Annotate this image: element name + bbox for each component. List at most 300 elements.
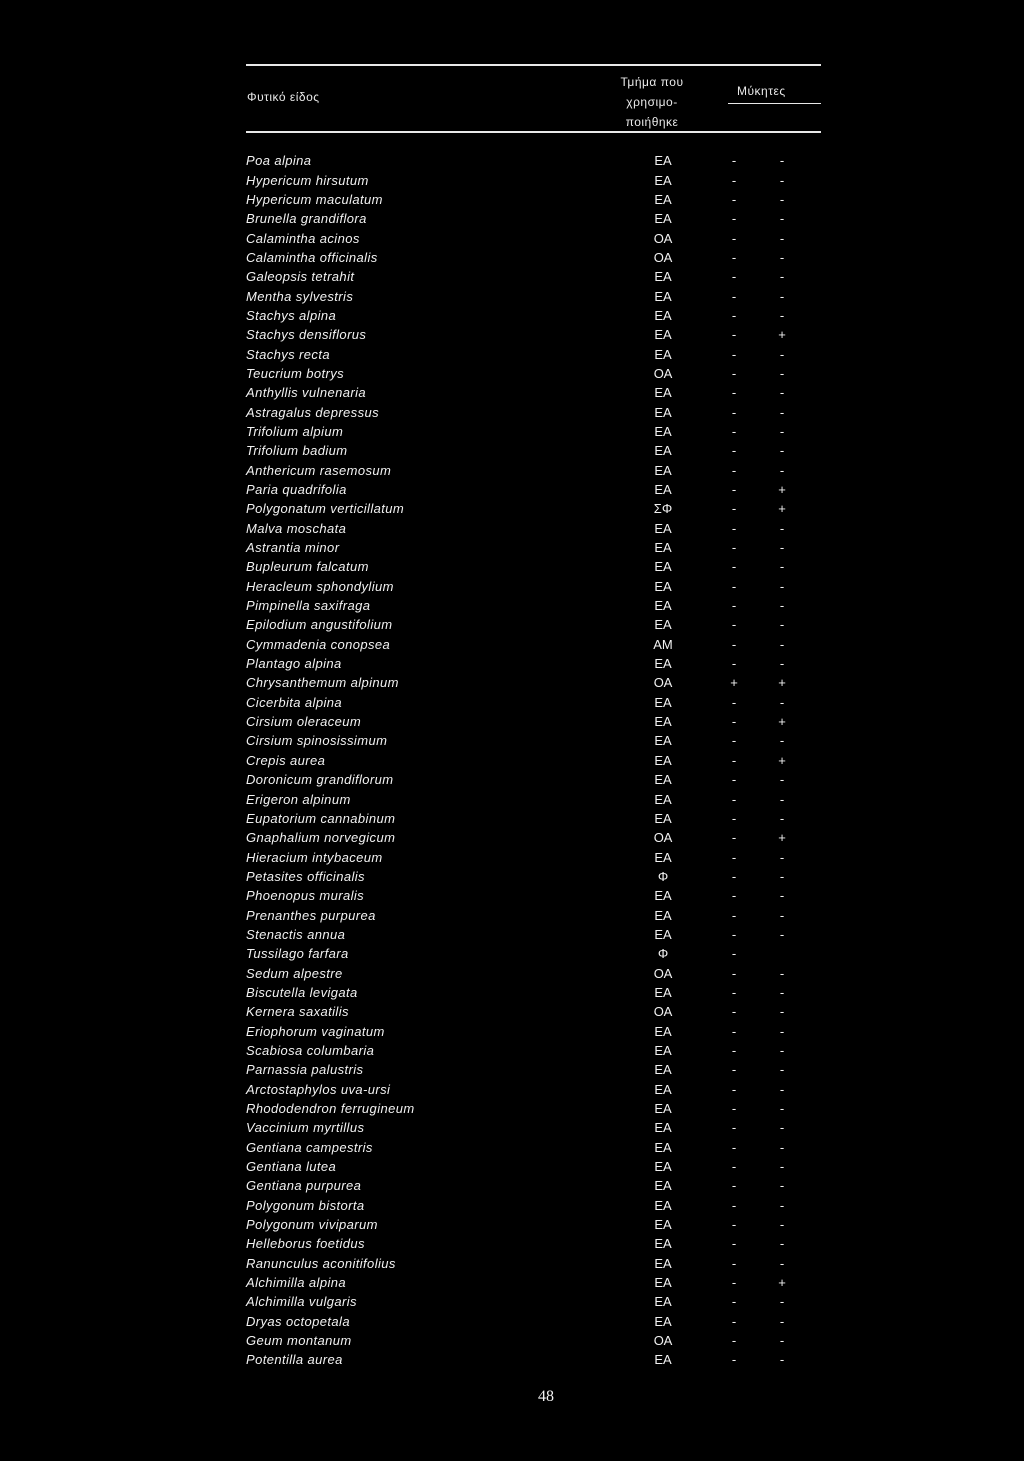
fungi-col2-cell: - [779, 1081, 785, 1097]
table-row [246, 383, 806, 402]
fungi-col2-cell: - [779, 694, 785, 710]
table-row [246, 402, 806, 421]
fungi-col2-cell: - [779, 1062, 785, 1078]
species-cell: Anthyllis vulnenaria [246, 385, 367, 401]
species-cell: Teucrium botrys [246, 365, 344, 381]
fungi-col2-cell: - [779, 578, 785, 594]
header-bottom-rule [246, 131, 821, 133]
species-cell: Crepis aurea [246, 752, 326, 768]
part-used-cell: Φ [657, 868, 669, 884]
table-row [246, 963, 806, 982]
part-used-cell: ΕΑ [654, 907, 672, 923]
page-number: 48 [538, 1388, 554, 1405]
table-row [246, 325, 806, 344]
fungi-col2-cell: + [778, 1275, 786, 1291]
part-used-cell: ΕΑ [654, 1042, 672, 1058]
species-cell: Kernera saxatilis [246, 1004, 349, 1020]
fungi-col2-cell: - [779, 636, 785, 652]
part-used-cell: ΕΑ [654, 926, 672, 942]
fungi-col1-cell: - [731, 1217, 737, 1233]
part-used-cell: ΕΑ [654, 1313, 672, 1329]
species-cell: Phoenopus muralis [246, 888, 365, 904]
fungi-col2-cell: - [779, 791, 785, 807]
table-row [246, 1292, 806, 1311]
part-used-cell: ΣΦ [653, 501, 673, 517]
fungi-col2-cell: - [779, 1178, 785, 1194]
species-cell: Ranunculus aconitifolius [246, 1255, 396, 1271]
fungi-col2-cell: - [779, 926, 785, 942]
fungi-col1-cell: - [731, 656, 737, 672]
fungi-col2-cell: - [779, 617, 785, 633]
part-used-cell: ΕΑ [654, 540, 672, 556]
part-used-cell: ΕΑ [654, 462, 672, 478]
part-used-cell: ΕΑ [654, 733, 672, 749]
table-row [246, 267, 806, 286]
species-cell: Tussilago farfara [246, 946, 349, 962]
table-row [246, 480, 806, 499]
fungi-col2-cell: - [779, 269, 785, 285]
part-used-cell: ΕΑ [654, 772, 672, 788]
fungi-col1-cell: - [731, 849, 737, 865]
fungi-col2-cell: - [779, 1333, 785, 1349]
species-cell: Plantago alpina [246, 656, 342, 672]
species-cell: Petasites officinalis [246, 868, 365, 884]
part-used-cell: ΕΑ [654, 191, 672, 207]
species-cell: Gentiana campestris [246, 1139, 373, 1155]
fungi-col2-cell: - [779, 656, 785, 672]
header-part-used-line2: χρησιμο- [626, 95, 678, 109]
part-used-cell: ΕΑ [654, 1023, 672, 1039]
part-used-cell: ΟΑ [653, 965, 673, 981]
header-part-used [612, 72, 692, 132]
part-used-cell: ΕΑ [654, 1062, 672, 1078]
table-row [246, 809, 806, 828]
fungi-col1-cell: - [731, 385, 737, 401]
fungi-col1-cell: - [731, 540, 737, 556]
part-used-cell: ΕΑ [654, 1255, 672, 1271]
part-used-cell: ΕΑ [654, 694, 672, 710]
table-row [246, 770, 806, 789]
species-cell: Chrysanthemum alpinum [246, 675, 399, 691]
table-row [246, 170, 806, 189]
fungi-col1-cell: - [731, 501, 737, 517]
species-cell: Stachys alpina [246, 307, 337, 323]
fungi-col2-cell: + [778, 714, 786, 730]
fungi-col1-cell: - [731, 617, 737, 633]
fungi-col1-cell: - [731, 443, 737, 459]
part-used-cell: ΕΑ [654, 172, 672, 188]
part-used-cell: ΕΑ [654, 888, 672, 904]
table-row [246, 248, 806, 267]
species-cell: Trifolium badium [246, 443, 348, 459]
fungi-col1-cell: - [731, 926, 737, 942]
fungi-col1-cell: - [731, 907, 737, 923]
table-row [246, 422, 806, 441]
species-cell: Galeopsis tetrahit [246, 269, 355, 285]
part-used-cell: ΕΑ [654, 578, 672, 594]
species-cell: Trifolium alpium [246, 423, 344, 439]
table-row [246, 557, 806, 576]
species-cell: Calamintha acinos [246, 230, 360, 246]
part-used-cell: ΟΑ [653, 675, 673, 691]
fungi-col2-cell: - [779, 849, 785, 865]
table-row [246, 1041, 806, 1060]
fungi-col2-cell: - [779, 307, 785, 323]
table-row [246, 577, 806, 596]
fungi-col2-cell: - [779, 1294, 785, 1310]
fungi-col1-cell: - [731, 1081, 737, 1097]
table-row [246, 1350, 806, 1369]
fungi-col1-cell: - [731, 1042, 737, 1058]
species-cell: Rhododendron ferrugineum [246, 1101, 415, 1117]
species-cell: Cirsium oleraceum [246, 714, 362, 730]
part-used-cell: ΟΑ [653, 230, 673, 246]
fungi-col2-cell: - [779, 598, 785, 614]
fungi-col1-cell: - [731, 482, 737, 498]
species-cell: Potentilla aurea [246, 1352, 343, 1368]
part-used-cell: ΕΑ [654, 385, 672, 401]
fungi-col2-cell: - [779, 153, 785, 169]
fungi-col1-cell: - [731, 230, 737, 246]
table-row [246, 944, 806, 963]
fungi-col1-cell: - [731, 404, 737, 420]
fungi-col2-cell: - [779, 1120, 785, 1136]
table-row [246, 983, 806, 1002]
table-row [246, 1002, 806, 1021]
species-cell: Gentiana purpurea [246, 1178, 362, 1194]
species-cell: Mentha sylvestris [246, 288, 354, 304]
species-table-body [246, 151, 806, 1370]
fungi-col1-cell: - [731, 1139, 737, 1155]
fungi-col1-cell: - [731, 269, 737, 285]
part-used-cell: ΕΑ [654, 984, 672, 1000]
fungi-col2-cell: - [779, 984, 785, 1000]
table-row [246, 925, 806, 944]
table-row [246, 519, 806, 538]
fungi-col2-cell: - [779, 1236, 785, 1252]
fungi-col1-cell: - [731, 249, 737, 265]
species-cell: Erigeron alpinum [246, 791, 351, 807]
table-row [246, 731, 806, 750]
fungi-col2-cell: - [779, 423, 785, 439]
fungi-col2-cell: - [779, 733, 785, 749]
table-row [246, 712, 806, 731]
species-cell: Hypericum hirsutum [246, 172, 369, 188]
table-row [246, 847, 806, 866]
fungi-col1-cell: - [731, 211, 737, 227]
table-row [246, 635, 806, 654]
fungi-col2-cell: - [779, 1352, 785, 1368]
species-cell: Scabiosa columbaria [246, 1042, 375, 1058]
fungi-col1-cell: - [731, 1313, 737, 1329]
part-used-cell: ΕΑ [654, 1120, 672, 1136]
part-used-cell: ΕΑ [654, 482, 672, 498]
fungi-col2-cell: - [779, 172, 785, 188]
table-row [246, 499, 806, 518]
table-row [246, 461, 806, 480]
species-cell: Calamintha officinalis [246, 249, 378, 265]
table-row [246, 828, 806, 847]
species-cell: Stachys recta [246, 346, 330, 362]
table-row [246, 1273, 806, 1292]
fungi-col2-cell: - [779, 1042, 785, 1058]
fungi-col1-cell: - [731, 810, 737, 826]
fungi-col2-cell: - [779, 230, 785, 246]
part-used-cell: ΕΑ [654, 791, 672, 807]
fungi-col1-cell: - [731, 965, 737, 981]
species-cell: Vaccinium myrtillus [246, 1120, 365, 1136]
fungi-col1-cell: - [731, 365, 737, 381]
species-cell: Eriophorum vaginatum [246, 1023, 385, 1039]
species-cell: Polygonum viviparum [246, 1217, 378, 1233]
fungi-col2-cell: + [778, 752, 786, 768]
fungi-col1-cell: - [731, 1120, 737, 1136]
species-cell: Paria quadrifolia [246, 482, 347, 498]
part-used-cell: ΕΑ [654, 559, 672, 575]
fungi-col2-cell: - [779, 288, 785, 304]
part-used-cell: ΕΑ [654, 288, 672, 304]
species-cell: Heracleum sphondylium [246, 578, 394, 594]
part-used-cell: ΟΑ [653, 365, 673, 381]
fungi-col1-cell: - [731, 694, 737, 710]
species-cell: Stenactis annua [246, 926, 346, 942]
fungi-col2-cell: - [779, 868, 785, 884]
fungi-col2-cell: - [779, 1217, 785, 1233]
part-used-cell: ΟΑ [653, 1004, 673, 1020]
part-used-cell: ΕΑ [654, 1178, 672, 1194]
fungi-col1-cell: - [731, 1197, 737, 1213]
fungi-col1-cell: - [731, 307, 737, 323]
species-cell: Astrantia minor [246, 540, 340, 556]
fungi-col2-cell: - [779, 1255, 785, 1271]
part-used-cell: ΕΑ [654, 752, 672, 768]
species-cell: Alchimilla vulgaris [246, 1294, 357, 1310]
table-row [246, 596, 806, 615]
species-cell: Stachys densiflorus [246, 327, 367, 343]
part-used-cell: ΕΑ [654, 1352, 672, 1368]
fungi-col1-cell: - [731, 1255, 737, 1271]
fungi-col2-cell: - [779, 365, 785, 381]
fungi-col1-cell: - [731, 423, 737, 439]
species-cell: Cymmadenia conopsea [246, 636, 391, 652]
header-fungi: Μύκητες [737, 84, 786, 98]
fungi-col2-cell: - [779, 1197, 785, 1213]
header-plant-species: Φυτικό είδος [247, 90, 320, 104]
table-row [246, 306, 806, 325]
fungi-col2-cell: + [778, 327, 786, 343]
species-cell: Poa alpina [246, 153, 312, 169]
fungi-col1-cell: - [731, 1004, 737, 1020]
part-used-cell: ΟΑ [653, 830, 673, 846]
fungi-col2-cell: - [779, 385, 785, 401]
table-row [246, 1215, 806, 1234]
table-row [246, 441, 806, 460]
fungi-col1-cell: - [731, 520, 737, 536]
fungi-col1-cell: - [731, 868, 737, 884]
fungi-col1-cell: - [731, 598, 737, 614]
species-cell: Gnaphalium norvegicum [246, 830, 396, 846]
part-used-cell: ΕΑ [654, 1159, 672, 1175]
table-row [246, 1138, 806, 1157]
table-row [246, 1196, 806, 1215]
fungi-col2-cell [758, 944, 806, 963]
table-row [246, 751, 806, 770]
species-cell: Parnassia palustris [246, 1062, 364, 1078]
table-row [246, 693, 806, 712]
fungi-col2-cell: - [779, 249, 785, 265]
species-cell: Hieracium intybaceum [246, 849, 383, 865]
fungi-col1-cell: - [731, 1352, 737, 1368]
species-table [246, 151, 806, 1370]
fungi-col1-cell: - [731, 1178, 737, 1194]
part-used-cell: ΕΑ [654, 153, 672, 169]
fungi-col2-cell: - [779, 1101, 785, 1117]
part-used-cell: ΕΑ [654, 1197, 672, 1213]
part-used-cell: ΕΑ [654, 1217, 672, 1233]
table-row [246, 538, 806, 557]
species-cell: Prenanthes purpurea [246, 907, 376, 923]
table-row [246, 1080, 806, 1099]
table-row [246, 673, 806, 692]
species-cell: Dryas octopetala [246, 1313, 350, 1329]
table-row [246, 886, 806, 905]
part-used-cell: ΕΑ [654, 1275, 672, 1291]
part-used-cell: ΕΑ [654, 423, 672, 439]
part-used-cell: ΕΑ [654, 1236, 672, 1252]
species-cell: Doronicum grandiflorum [246, 772, 394, 788]
table-row [246, 1118, 806, 1137]
species-cell: Gentiana lutea [246, 1159, 337, 1175]
species-cell: Astragalus depressus [246, 404, 380, 420]
fungi-col2-cell: + [778, 501, 786, 517]
fungi-col1-cell: - [731, 772, 737, 788]
fungi-col1-cell: - [731, 1062, 737, 1078]
table-row [246, 1234, 806, 1253]
fungi-col2-cell: - [779, 559, 785, 575]
table-row [246, 1021, 806, 1040]
species-cell: Polygonatum verticillatum [246, 501, 405, 517]
header-part-used-line1: Τμήμα που [620, 75, 684, 89]
fungi-col2-cell: - [779, 772, 785, 788]
fungi-col2-cell: - [779, 965, 785, 981]
species-cell: Eupatorium cannabinum [246, 810, 396, 826]
fungi-col1-cell: - [731, 1333, 737, 1349]
fungi-col2-cell: - [779, 540, 785, 556]
fungi-col2-cell: - [779, 1313, 785, 1329]
fungi-col1-cell: - [731, 172, 737, 188]
species-cell: Epilodium angustifolium [246, 617, 393, 633]
fungi-col1-cell: - [731, 1236, 737, 1252]
fungi-col1-cell: - [731, 191, 737, 207]
part-used-cell: ΕΑ [654, 307, 672, 323]
species-cell: Geum montanum [246, 1333, 352, 1349]
table-row [246, 615, 806, 634]
part-used-cell: ΕΑ [654, 849, 672, 865]
top-rule [246, 64, 821, 66]
fungi-col2-cell: - [779, 443, 785, 459]
fungi-col1-cell: - [731, 714, 737, 730]
fungi-col2-cell: + [778, 482, 786, 498]
fungi-col2-cell: - [779, 520, 785, 536]
part-used-cell: ΟΑ [653, 1333, 673, 1349]
fungi-col1-cell: - [731, 346, 737, 362]
fungi-col1-cell: - [731, 1294, 737, 1310]
table-row [246, 867, 806, 886]
fungi-col2-cell: - [779, 907, 785, 923]
fungi-col1-cell: - [731, 733, 737, 749]
table-row [246, 1060, 806, 1079]
fungi-col1-cell: - [731, 984, 737, 1000]
fungi-col2-cell: - [779, 211, 785, 227]
species-cell: Alchimilla alpina [246, 1275, 347, 1291]
fungi-col1-cell: - [731, 946, 737, 962]
species-cell: Polygonum bistorta [246, 1197, 365, 1213]
fungi-col2-cell: - [779, 1159, 785, 1175]
part-used-cell: ΕΑ [654, 1101, 672, 1117]
table-row [246, 789, 806, 808]
species-cell: Anthericum rasemosum [246, 462, 392, 478]
part-used-cell: ΕΑ [654, 404, 672, 420]
table-row [246, 1254, 806, 1273]
fungi-col1-cell: - [731, 791, 737, 807]
table-row [246, 905, 806, 924]
fungi-col1-cell: - [731, 752, 737, 768]
fungi-col2-cell: - [779, 888, 785, 904]
fungi-col1-cell: - [731, 1275, 737, 1291]
table-row [246, 228, 806, 247]
species-cell: Bupleurum falcatum [246, 559, 369, 575]
part-used-cell: ΕΑ [654, 211, 672, 227]
fungi-col2-cell: - [779, 191, 785, 207]
table-row [246, 190, 806, 209]
species-cell: Cicerbita alpina [246, 694, 343, 710]
part-used-cell: ΕΑ [654, 520, 672, 536]
part-used-cell: ΕΑ [654, 598, 672, 614]
fungi-col2-cell: - [779, 346, 785, 362]
fungi-col2-cell: - [779, 462, 785, 478]
part-used-cell: ΕΑ [654, 656, 672, 672]
fungi-col1-cell: - [731, 153, 737, 169]
table-row [246, 1312, 806, 1331]
species-cell: Arctostaphylos uva-ursi [246, 1081, 391, 1097]
part-used-cell: ΕΑ [654, 346, 672, 362]
fungi-col1-cell: - [731, 888, 737, 904]
species-cell: Hypericum maculatum [246, 191, 383, 207]
part-used-cell: ΕΑ [654, 269, 672, 285]
part-used-cell: ΕΑ [654, 714, 672, 730]
part-used-cell: ΑΜ [653, 636, 673, 652]
part-used-cell: ΕΑ [654, 443, 672, 459]
fungi-col1-cell: - [731, 636, 737, 652]
fungi-col2-cell: + [778, 830, 786, 846]
fungi-col1-cell: - [731, 462, 737, 478]
table-row [246, 364, 806, 383]
fungi-col2-cell: - [779, 810, 785, 826]
part-used-cell: Φ [657, 946, 669, 962]
table-row [246, 286, 806, 305]
part-used-cell: ΟΑ [653, 249, 673, 265]
part-used-cell: ΕΑ [654, 1139, 672, 1155]
species-cell: Brunella grandiflora [246, 211, 367, 227]
fungi-col1-cell: - [731, 559, 737, 575]
species-cell: Sedum alpestre [246, 965, 343, 981]
fungi-col1-cell: + [730, 675, 738, 691]
fungi-col2-cell: + [778, 675, 786, 691]
table-row [246, 151, 806, 170]
fungi-col1-cell: - [731, 288, 737, 304]
header-part-used-line3: ποιήθηκε [625, 115, 679, 129]
table-row [246, 209, 806, 228]
